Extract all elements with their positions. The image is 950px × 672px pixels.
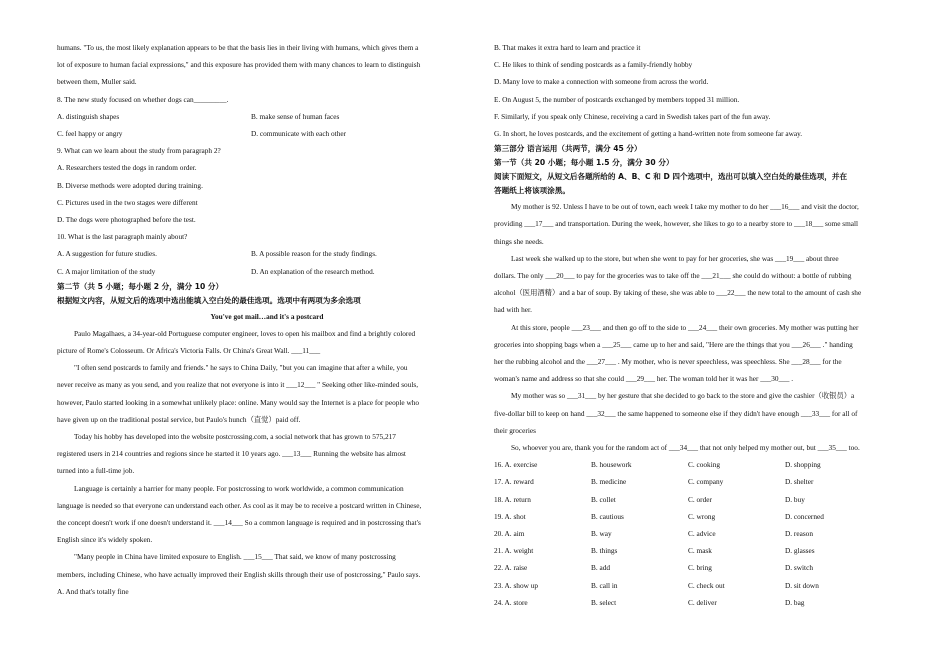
option[interactable]: G. In short, he loves postcards, and the excitement of getting a hand-written note from someone far away.: [494, 129, 803, 139]
choice-option[interactable]: D. concerned: [785, 511, 824, 521]
passage-line: their groceries: [494, 425, 536, 435]
passage-line: have given up on the traditional postal service, but Paulo's hunch（直觉）paid off.: [57, 414, 301, 424]
passage-line: So, whoever you are, thank you for the random act of ___34___ that not only helped my mother out, but ___35___ too.: [511, 443, 860, 453]
choice-option[interactable]: D. buy: [785, 494, 805, 504]
choice-option[interactable]: 18. A. return: [494, 494, 531, 504]
choice-option[interactable]: C. check out: [688, 580, 725, 590]
question-8: 8. The new study focused on whether dogs can_________.: [57, 94, 229, 104]
question-10-options: [57, 245, 477, 262]
choice-option[interactable]: B. things: [591, 546, 618, 556]
passage-line: Today his hobby has developed into the website postcrossing.com, a social network that has grown to 575,217: [74, 432, 396, 442]
passage-line: "I often send postcards to family and friends." he says to China Daily, "but you can imagine that after a while, you: [74, 363, 408, 373]
choice-option[interactable]: 17. A. reward: [494, 477, 534, 487]
option[interactable]: B. That makes it extra hard to learn and practice it: [494, 43, 641, 52]
choice-option[interactable]: D. shopping: [785, 460, 821, 470]
option[interactable]: E. On August 5, the number of postcards exchanged by members topped 31 million.: [494, 94, 740, 104]
option[interactable]: A. And that's totally fine: [57, 586, 129, 596]
passage-line: providing ___17___ and transportation. During the week, however, she likes to go to a nearby store to ___18___ some small: [494, 219, 859, 229]
question-10: 10. What is the last paragraph mainly about?: [57, 232, 188, 242]
passage-line: the concept doesn't work if one doesn't understand it. ___14___ So a common language is required and in postcrossing that's: [57, 518, 421, 528]
choice-option[interactable]: C. mask: [688, 546, 712, 556]
passage-line: Last week she walked up to the store, but when she went to pay for her groceries, she was ___19___ about three: [511, 253, 839, 263]
choice-option[interactable]: B. medicine: [591, 477, 627, 487]
passage-line: My mother is 92. Unless I have to be out of town, each week I take my mother to do her ___16___ and visit the doctor,: [511, 202, 859, 212]
choice-option[interactable]: B. select: [591, 597, 617, 607]
section-2-heading: 第二节（共 5 小题；每小题 2 分，满分 10 分）: [57, 281, 224, 291]
choice-option[interactable]: B. call in: [591, 580, 618, 590]
answer-choices: [494, 456, 914, 611]
option[interactable]: B. make sense of human faces: [251, 111, 340, 121]
passage-line: English since it's widely spoken.: [57, 535, 153, 545]
part-3-heading: 第三部分 语言运用（共两节，满分 45 分）: [494, 144, 642, 154]
choice-option[interactable]: D. switch: [785, 563, 813, 573]
question-8-options: [57, 125, 477, 142]
choice-option[interactable]: C. wrong: [688, 511, 716, 521]
option[interactable]: C. A major limitation of the study: [57, 266, 156, 276]
choice-option[interactable]: B. collet: [591, 494, 616, 504]
choice-option[interactable]: C. bring: [688, 563, 712, 573]
passage-line: however, Paulo started looking in a somewhat unlikely place: online. Many would say the Internet is a place for people who: [57, 397, 420, 407]
passage-line: dollars. The only ___20___ to pay for the groceries was to take off the ___21___ she could do without: a bottle of rubbing: [494, 271, 852, 281]
passage-line: At this store, people ___23___ and then go off to the side to ___24___ their own groceries. My mother was putting her: [511, 322, 859, 332]
passage-line: her the rubbing alcohol and the ___27___ . My mother, who is never speechless, was speechless. She ___28___ for the: [494, 357, 842, 367]
choice-option[interactable]: C. company: [688, 477, 724, 487]
choice-option[interactable]: C. advice: [688, 529, 716, 539]
passage-line: My mother was so ___31___ by her gesture that she decided to go back to the store and give the cashier（收银员）a: [511, 391, 855, 401]
choice-option[interactable]: 21. A. weight: [494, 546, 534, 556]
passage-line: turned into a full-time job.: [57, 466, 135, 476]
option[interactable]: A. A suggestion for future studies.: [57, 249, 157, 259]
passage-line: lot of exposure to human facial expressions," and this exposure has provided them with many chances to learn to distinguish: [57, 60, 421, 70]
passage-line: alcohol（医用酒精）and a bar of soup. By taking of these, she was able to ___22___ the new total to the amount of cash she: [494, 288, 862, 298]
option[interactable]: D. An explanation of the research method.: [251, 266, 375, 276]
choice-option[interactable]: B. add: [591, 563, 611, 573]
option[interactable]: D. The dogs were photographed before the test.: [57, 215, 196, 225]
option[interactable]: A. Researchers tested the dogs in random order.: [57, 163, 197, 173]
passage-line: language is needed so that everyone can understand each other. As cool as it may be to receive a postcard written in Chinese,: [57, 500, 422, 510]
choice-option[interactable]: 23. A. show up: [494, 580, 538, 590]
option[interactable]: C. He likes to think of sending postcards as a family-friendly hobby: [494, 60, 693, 70]
option[interactable]: C. Pictures used in the two stages were different: [57, 197, 198, 207]
passage-line: never receive as many as you send, and you realize that not everyone is into it ___12___ " Seeking other like-minded souls,: [57, 380, 419, 390]
passage-line: Paulo Magalhaes, a 34-year-old Portuguese computer engineer, loves to open his mailbox and find a brightly colored: [74, 328, 416, 338]
choice-option[interactable]: B. housework: [591, 460, 632, 470]
option[interactable]: A. distinguish shapes: [57, 111, 120, 121]
choice-option[interactable]: 24. A. store: [494, 597, 528, 607]
passage-line: humans. "To us, the most likely explanation appears to be that the basis lies in their living with humans, which gives them a: [57, 43, 419, 52]
choice-option[interactable]: C. cooking: [688, 460, 721, 470]
instructions: 阅读下面短文，从短文后各题所给的 A、B、C 和 D 四个选项中，选出可以填入空白处的最佳选项，并在: [494, 172, 848, 182]
passage-line: woman's name and address so that she could ___29___ her. The woman told her it was her ___30___ .: [494, 374, 794, 384]
choice-option[interactable]: D. glasses: [785, 546, 815, 556]
passage-line: had with her.: [494, 305, 532, 315]
section-2-instructions: 根据短文内容，从短文后的选项中选出能填入空白处的最佳选项。选项中有两项为多余选项: [57, 295, 361, 305]
option[interactable]: F. Similarly, if you speak only Chinese, receiving a card in Swedish takes part of the fun away.: [494, 111, 771, 121]
right-column: [494, 39, 914, 611]
choice-option[interactable]: D. shelter: [785, 477, 814, 487]
instructions: 答题纸上将该项涂黑。: [494, 186, 570, 196]
left-column: [57, 39, 477, 600]
choice-option[interactable]: D. sit down: [785, 580, 819, 590]
choice-option[interactable]: C. order: [688, 494, 712, 504]
choice-option[interactable]: 22. A. raise: [494, 563, 528, 573]
choice-option[interactable]: 16. A. exercise: [494, 460, 538, 470]
option[interactable]: B. A possible reason for the study findings.: [251, 249, 377, 259]
question-8-options: [57, 108, 477, 125]
passage-line: between them, Muller said.: [57, 77, 137, 87]
choice-option[interactable]: D. reason: [785, 529, 813, 539]
passage-line: picture of Rome's Colosseum. Or Africa's Victoria Falls. Or China's Great Wall. ___11___: [57, 346, 321, 356]
question-10-options: [57, 263, 477, 280]
option[interactable]: C. feel happy or angry: [57, 129, 123, 139]
question-9: 9. What can we learn about the study from paragraph 2?: [57, 146, 221, 156]
passage-line: Language is certainly a harrier for many people. For postcrossing to work worldwide, a common communication: [74, 483, 404, 493]
passage-line: things she needs.: [494, 236, 544, 246]
passage-line: registered users in 214 countries and regions since he started it 10 years ago. ___13___ Running the website has almost: [57, 449, 406, 459]
option[interactable]: B. Diverse methods were adopted during training.: [57, 180, 203, 190]
passage-line: groceries into shopping bags when a ___25___ came up to her and said, "Here are the things that you ___26___ ." handing: [494, 339, 853, 349]
choice-option[interactable]: C. deliver: [688, 597, 717, 607]
option[interactable]: D. communicate with each other: [251, 129, 347, 139]
choice-option[interactable]: B. cautious: [591, 511, 624, 521]
choice-option[interactable]: 19. A. shot: [494, 511, 526, 521]
choice-option[interactable]: 20. A. aim: [494, 529, 525, 539]
choice-option[interactable]: D. bag: [785, 597, 805, 607]
section-1-heading: 第一节（共 20 小题；每小题 1.5 分，满分 30 分）: [494, 158, 674, 168]
passage-line: five-dollar bill to keep on hand ___32___ the same happened to someone else if they didn't have enough ___33___ for all of: [494, 408, 858, 418]
passage-line: members, including Chinese, who have actually improved their English skills through their use of postcrossing," Paulo says.: [57, 569, 421, 579]
choice-option[interactable]: B. way: [591, 529, 612, 539]
passage-line: "Many people in China have limited exposure to English. ___15___ That said, we know of many postcrossing: [74, 552, 396, 562]
passage-title: You've got mail…and it's a postcard: [210, 311, 324, 321]
option[interactable]: D. Many love to make a connection with someone from across the world.: [494, 77, 709, 87]
